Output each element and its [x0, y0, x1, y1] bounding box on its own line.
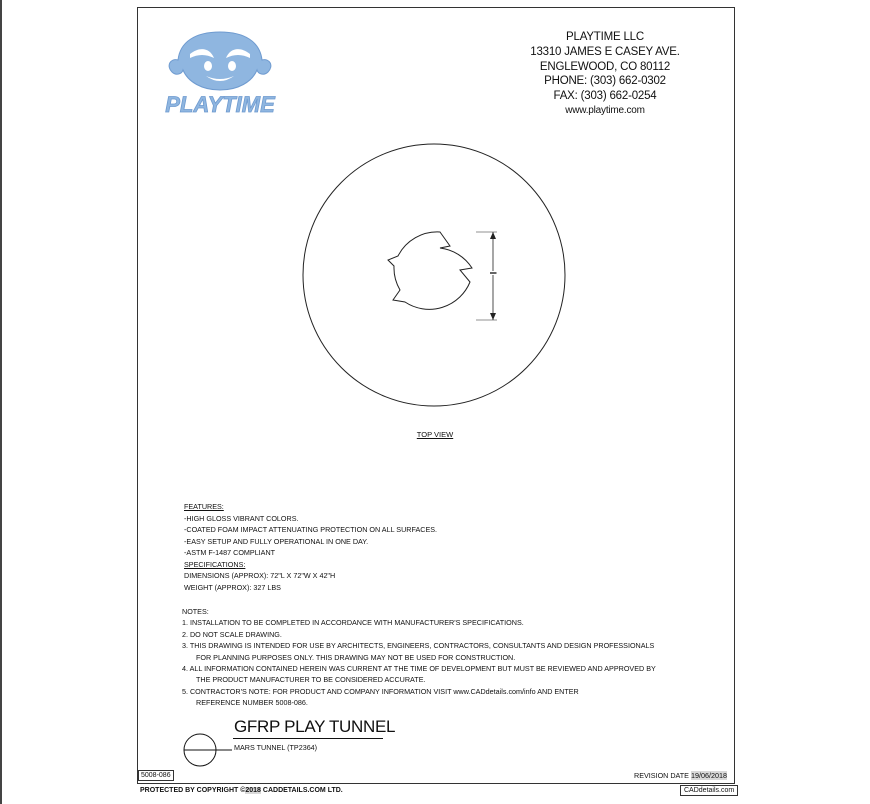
company-address-block: [480, 30, 730, 119]
copyright-prefix: PROTECTED BY COPYRIGHT ©: [140, 787, 246, 794]
note-line: REFERENCE NUMBER 5008-086.: [196, 698, 308, 708]
playtime-logo-icon: [150, 20, 290, 120]
spec-item: DIMENSIONS (APPROX): 72"L X 72"W X 42"H: [184, 571, 336, 580]
outer-circle: [303, 144, 565, 406]
feature-item: -HIGH GLOSS VIBRANT COLORS.: [184, 513, 299, 523]
top-view-drawing: [290, 140, 590, 440]
note-line: 1. INSTALLATION TO BE COMPLETED IN ACCORDANCE WITH MANUFACTURER'S SPECIFICATIONS.: [182, 618, 524, 628]
feature-item: -COATED FOAM IMPACT ATTENUATING PROTECTION ON ALL SURFACES.: [184, 525, 438, 534]
notes-block: [182, 606, 656, 709]
company-city: ENGLEWOOD, CO 80112: [539, 60, 671, 73]
viewer-edge: [0, 0, 2, 804]
company-website[interactable]: www.playtime.com: [565, 104, 645, 116]
caddetails-link[interactable]: CADdetails.com: [680, 785, 738, 796]
copyright-year: 2018: [245, 787, 261, 794]
note-line: 2. DO NOT SCALE DRAWING.: [182, 629, 282, 639]
notes-heading: NOTES:: [182, 607, 209, 616]
view-label: TOP VIEW: [416, 430, 454, 439]
note-line: FOR PLANNING PURPOSES ONLY. THIS DRAWING MAY NOT BE USED FOR CONSTRUCTION.: [196, 652, 516, 662]
company-fax: FAX: (303) 662-0254: [553, 90, 657, 103]
title-underline: [233, 738, 383, 739]
note-line: 5. CONTRACTOR'S NOTE: FOR PRODUCT AND COMPANY INFORMATION VISIT www.CADdetails.com/info AND ENTER: [182, 686, 579, 696]
revision-label: REVISION DATE: [634, 771, 689, 780]
note-line: THE PRODUCT MANUFACTURER TO BE CONSIDERED ACCURATE.: [196, 675, 426, 685]
feature-item: -ASTM F-1487 COMPLIANT: [184, 548, 276, 557]
reference-number: 5008-086: [138, 770, 174, 781]
company-phone: PHONE: (303) 662-0302: [544, 75, 666, 88]
revision-date: 19/06/2018: [690, 771, 727, 780]
copyright-notice: [140, 787, 343, 794]
company-name: PLAYTIME LLC: [566, 31, 644, 43]
note-line: 3. THIS DRAWING IS INTENDED FOR USE BY ARCHITECTS, ENGINEERS, CONTRACTORS, CONSULTANTS AND DESIGN PROFESSIONALS: [182, 641, 655, 651]
drawing-title: GFRP PLAY TUNNEL: [234, 717, 396, 736]
company-street: 13310 JAMES E CASEY AVE.: [530, 45, 680, 58]
spec-item: WEIGHT (APPROX): 327 LBS: [184, 582, 281, 592]
features-block: [184, 501, 437, 593]
tunnel-opening: [388, 232, 472, 309]
features-heading: FEATURES:: [184, 502, 224, 511]
drawing-subtitle: MARS TUNNEL (TP2364): [234, 743, 318, 752]
feature-item: -EASY SETUP AND FULLY OPERATIONAL IN ONE DAY.: [184, 536, 369, 546]
copyright-suffix: CADDETAILS.COM LTD.: [260, 787, 343, 794]
logo-wordmark: PLAYTIME: [165, 92, 275, 117]
specifications-heading: SPECIFICATIONS:: [184, 559, 246, 569]
section-symbol-icon: [180, 732, 232, 768]
revision-date-block: [634, 771, 727, 780]
note-line: 4. ALL INFORMATION CONTAINED HEREIN WAS CURRENT AT THE TIME OF DEVELOPMENT BUT MUST BE REVIEWED AND APPROVED BY: [182, 664, 656, 674]
dimension-label: I: [488, 271, 498, 275]
